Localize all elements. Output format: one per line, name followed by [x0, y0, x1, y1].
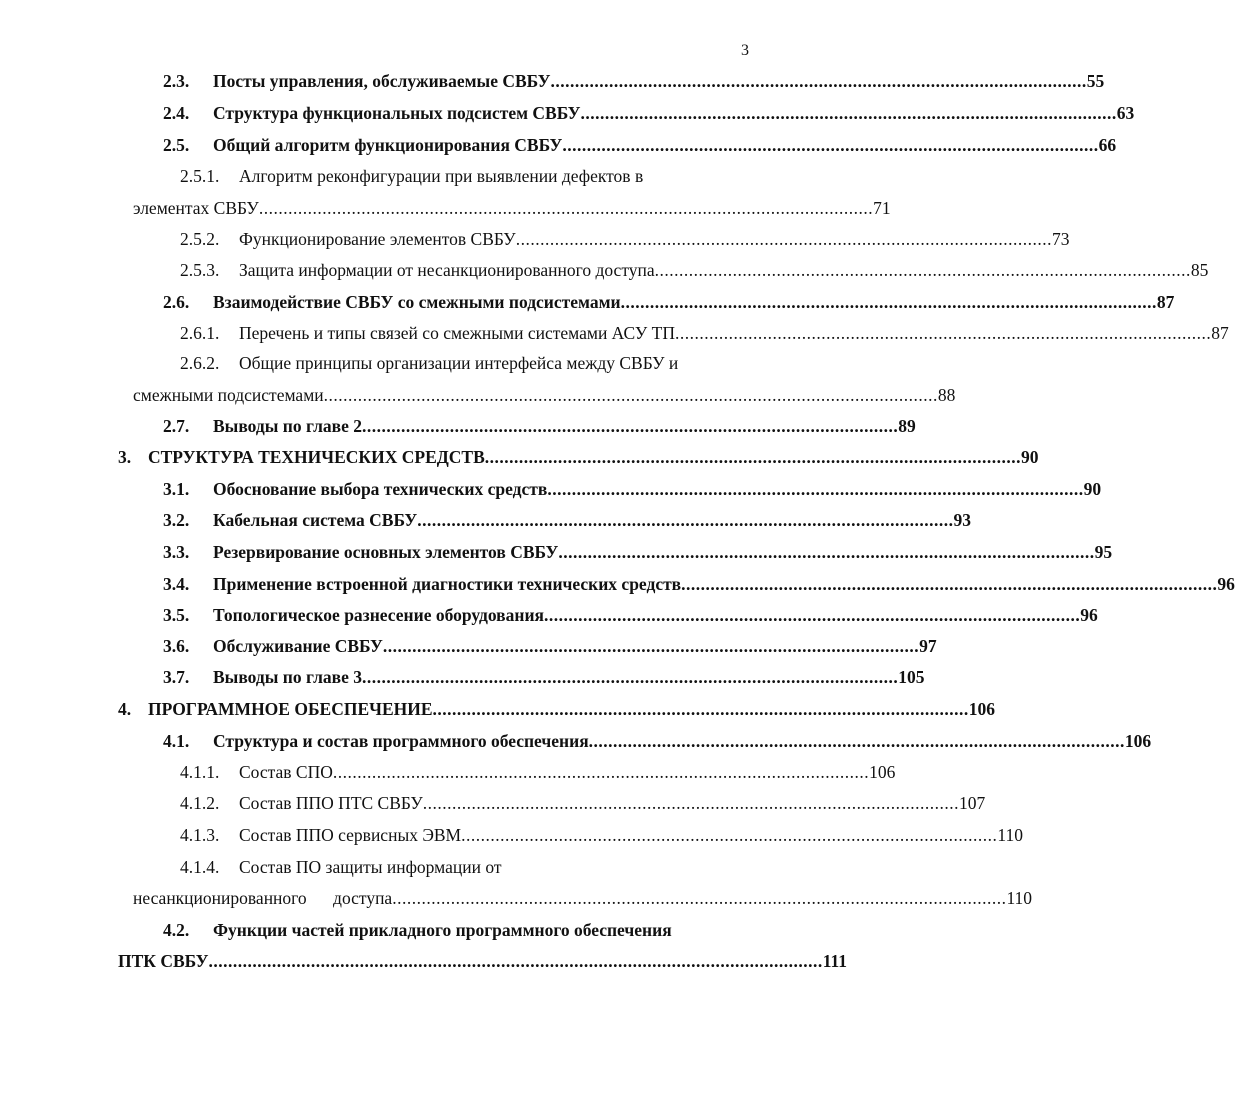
- toc-title: Алгоритм реконфигурации при выявлении дефектов в: [239, 166, 644, 186]
- toc-leader: ..............................................................................................................: [654, 260, 1191, 280]
- toc-leader: ..............................................................................................................: [544, 605, 1081, 625]
- toc-page: 66: [1098, 135, 1117, 155]
- toc-number: 3.5.: [163, 605, 190, 625]
- toc-number: 2.5.3.: [180, 260, 220, 280]
- toc-leader: ..............................................................................................................: [550, 71, 1087, 91]
- toc-leader: ..............................................................................................................: [332, 762, 870, 782]
- toc-page: 63: [1116, 103, 1135, 123]
- toc-page: 96: [1217, 574, 1235, 594]
- toc-leader: ..............................................................................................................................: [208, 951, 823, 971]
- toc-leader: ..............................................................................................................: [361, 667, 899, 687]
- toc-number: 3.1.: [163, 479, 190, 499]
- toc-title-cont: ПТК СВБУ: [118, 951, 209, 971]
- toc-number: 3.7.: [163, 667, 190, 687]
- toc-leader: ..............................................................................................................: [361, 416, 899, 436]
- toc-title: Посты управления, обслуживаемые СВБУ: [213, 71, 551, 91]
- toc-page: 55: [1086, 71, 1105, 91]
- toc-title: Топологическое разнесение оборудования: [213, 605, 545, 625]
- toc-page: 106: [869, 762, 896, 782]
- toc-number: 4.1.1.: [180, 762, 220, 782]
- toc-number: 4.: [118, 699, 132, 719]
- toc-title: Функционирование элементов СВБУ: [239, 229, 516, 249]
- toc-title: Выводы по главе 3: [213, 667, 362, 687]
- toc-leader: ..............................................................................................................: [461, 825, 998, 845]
- toc-leader: ..............................................................................................................: [417, 510, 954, 530]
- toc-page: 87: [1156, 292, 1175, 312]
- toc-page: 93: [953, 510, 972, 530]
- toc-leader: ..............................................................................................................: [382, 636, 920, 656]
- toc-title: Структура и состав программного обеспечения: [213, 731, 589, 751]
- toc-leader: ..............................................................................................................: [681, 574, 1218, 594]
- toc-number: 4.1.: [163, 731, 190, 751]
- toc-title: СТРУКТУРА ТЕХНИЧЕСКИХ СРЕДСТВ: [148, 447, 485, 467]
- toc-title: Функции частей прикладного программного обеспечения: [213, 920, 672, 940]
- toc-leader: ..............................................................................................................................: [258, 198, 874, 218]
- toc-number: 3.2.: [163, 510, 190, 530]
- toc-number: 2.6.2.: [180, 353, 220, 373]
- toc-number: 2.5.: [163, 135, 190, 155]
- toc-leader: ..............................................................................................................................: [323, 385, 938, 405]
- toc-page: 106: [1124, 731, 1152, 751]
- toc-page: 88: [937, 385, 956, 405]
- toc-title: Структура функциональных подсистем СВБУ: [213, 103, 581, 123]
- toc-title: Применение встроенной диагностики технических средств: [213, 574, 682, 594]
- toc-leader: ..............................................................................................................: [674, 323, 1212, 343]
- toc-number: 2.5.1.: [180, 166, 220, 186]
- toc-number: 3.3.: [163, 542, 190, 562]
- toc-page: 87: [1211, 323, 1229, 343]
- toc-number: 2.4.: [163, 103, 190, 123]
- toc-leader: ..............................................................................................................: [620, 292, 1157, 312]
- toc-title: Общие принципы организации интерфейса между СВБУ и: [239, 353, 679, 373]
- toc-page: 95: [1094, 542, 1113, 562]
- toc-title: Состав СПО: [239, 762, 333, 782]
- toc-number: 2.3.: [163, 71, 190, 91]
- toc-number: 3.: [118, 447, 132, 467]
- toc-page: 110: [997, 825, 1023, 845]
- toc-leader: ..............................................................................................................: [422, 793, 959, 813]
- toc-number: 2.7.: [163, 416, 190, 436]
- toc-page: 105: [898, 667, 925, 687]
- toc-title: Общий алгоритм функционирования СВБУ: [213, 135, 563, 155]
- toc-title: Взаимодействие СВБУ со смежными подсистемами: [213, 292, 621, 312]
- toc-title: ПРОГРАММНОЕ ОБЕСПЕЧЕНИЕ: [148, 699, 433, 719]
- toc-title-cont: элементах СВБУ: [133, 198, 259, 218]
- toc-title: Обоснование выбора технических средств: [213, 479, 548, 499]
- toc-leader: ..............................................................................................................: [515, 229, 1052, 249]
- page-number: 3: [741, 42, 749, 59]
- toc-number: 4.1.3.: [180, 825, 220, 845]
- toc-title: Защита информации от несанкционированного доступа: [239, 260, 655, 280]
- toc-title: Состав ППО сервисных ЭВМ: [239, 825, 462, 845]
- toc-page: 97: [919, 636, 937, 656]
- toc-page: 90: [1083, 479, 1102, 499]
- toc-number: 4.2.: [163, 920, 190, 940]
- toc-page: 96: [1080, 605, 1098, 625]
- toc-leader: ..............................................................................................................: [580, 103, 1117, 123]
- toc-title: Кабельная система СВБУ: [213, 510, 418, 530]
- toc-number: 4.1.2.: [180, 793, 220, 813]
- toc-leader: ..............................................................................................................: [562, 135, 1099, 155]
- toc-title: Состав ПО защиты информации от: [239, 857, 502, 877]
- toc-number: 3.6.: [163, 636, 190, 656]
- toc-number: 4.1.4.: [180, 857, 220, 877]
- toc-leader: ..............................................................................................................: [588, 731, 1125, 751]
- toc-leader: ..............................................................................................................: [432, 699, 969, 719]
- toc-title: Резервирование основных элементов СВБУ: [213, 542, 559, 562]
- toc-page: 71: [873, 198, 891, 218]
- toc-leader: ..............................................................................................................: [484, 447, 1022, 467]
- toc-title: Обслуживание СВБУ: [213, 636, 383, 656]
- toc-title-cont: смежными подсистемами: [133, 385, 324, 405]
- toc-number: 2.6.: [163, 292, 190, 312]
- toc-number: 2.5.2.: [180, 229, 220, 249]
- toc-title-cont: несанкционированного доступа: [133, 888, 393, 908]
- toc-page: 73: [1051, 229, 1070, 249]
- toc-page: 90: [1021, 447, 1039, 467]
- toc-leader: ..............................................................................................................: [558, 542, 1095, 562]
- toc-page: 106: [968, 699, 996, 719]
- toc-page: 111: [822, 951, 848, 971]
- toc-leader: ..............................................................................................................................: [392, 888, 1007, 908]
- toc-title: Выводы по главе 2: [213, 416, 362, 436]
- toc-title: Состав ППО ПТС СВБУ: [239, 793, 423, 813]
- toc-page: 85: [1190, 260, 1209, 280]
- toc-page: 107: [958, 793, 986, 813]
- toc-number: 2.6.1.: [180, 323, 220, 343]
- toc-number: 3.4.: [163, 574, 190, 594]
- toc-page: 89: [898, 416, 916, 436]
- toc-leader: ..............................................................................................................: [547, 479, 1084, 499]
- toc-title: Перечень и типы связей со смежными системами АСУ ТП: [239, 323, 675, 343]
- toc-page: 110: [1006, 888, 1033, 908]
